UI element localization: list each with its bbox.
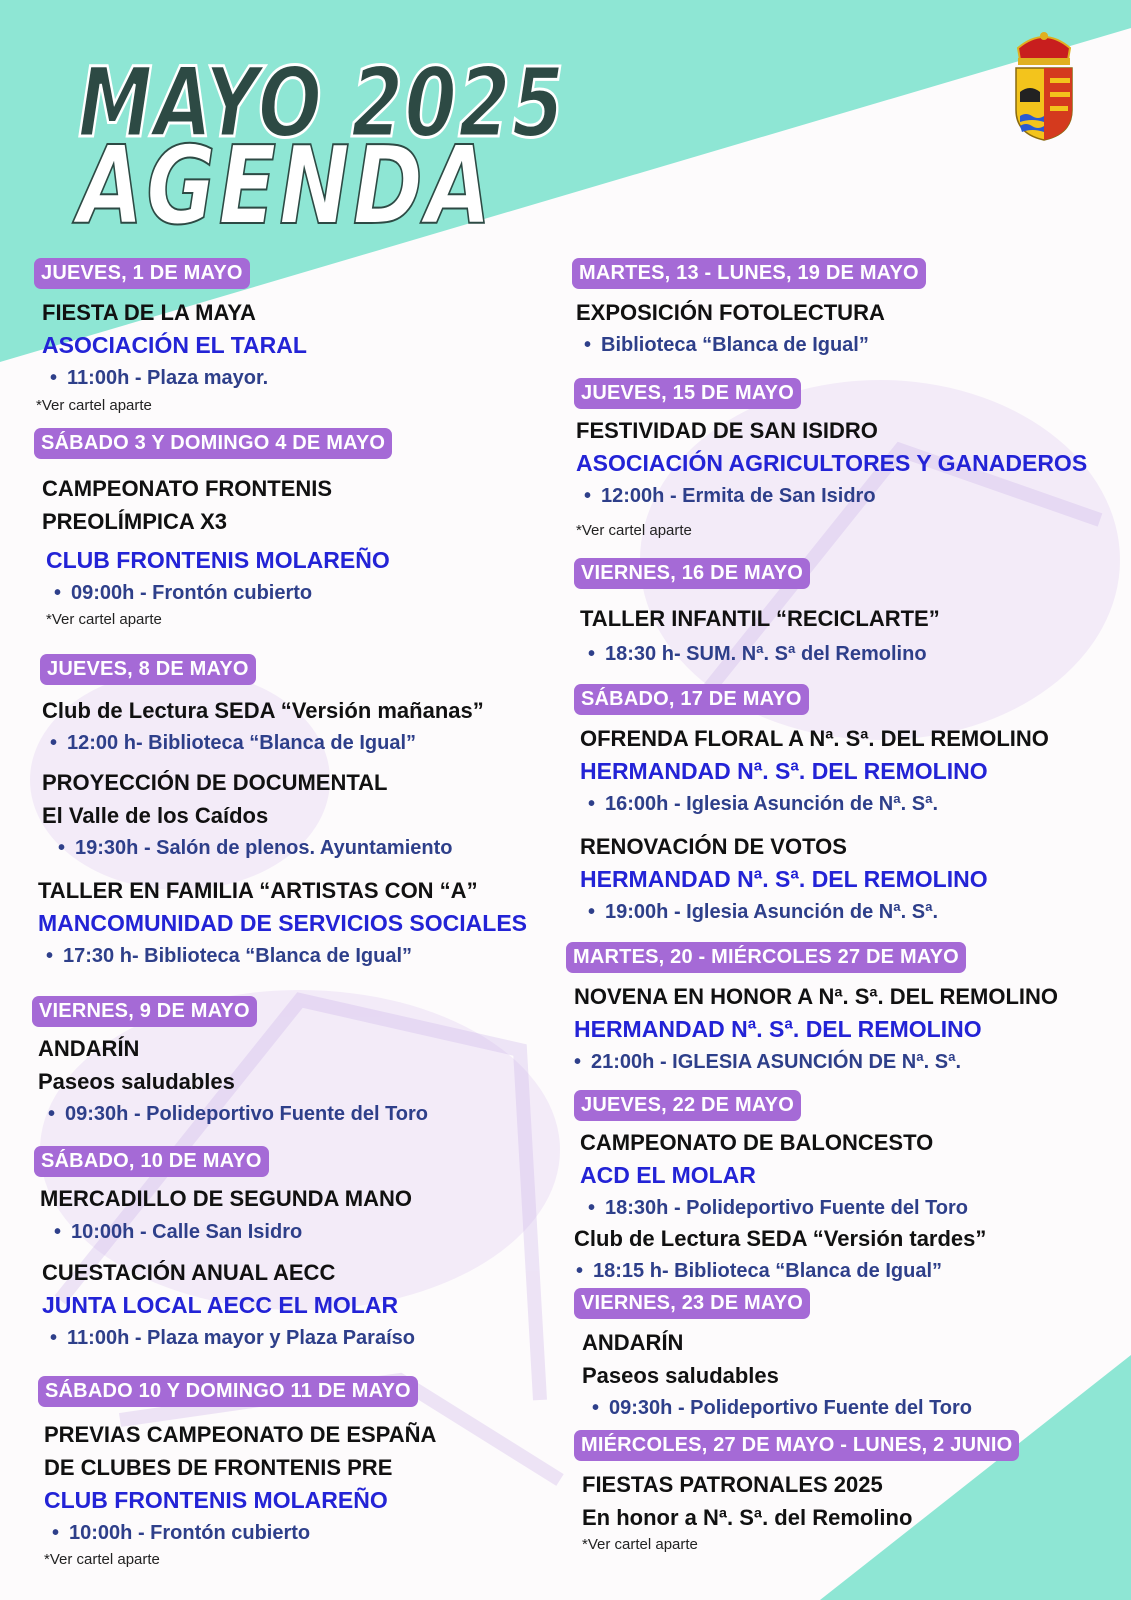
event-title: DE CLUBES DE FRONTENIS PRE xyxy=(44,1455,393,1480)
event-note: *Ver cartel aparte xyxy=(36,397,152,414)
event-title: PREVIAS CAMPEONATO DE ESPAÑA xyxy=(44,1422,437,1447)
event-title: CUESTACIÓN ANUAL AECC xyxy=(42,1260,336,1285)
event-detail: • 18:30h - Polideportivo Fuente del Toro xyxy=(580,1192,968,1224)
date-badge: SÁBADO, 17 DE MAYO xyxy=(574,684,809,715)
event-title: CAMPEONATO FRONTENIS xyxy=(42,476,333,501)
event-organizer: MANCOMUNIDAD DE SERVICIOS SOCIALES xyxy=(38,910,528,936)
date-badge: VIERNES, 9 DE MAYO xyxy=(32,996,257,1027)
event-title: Club de Lectura SEDA “Versión tardes” xyxy=(574,1226,987,1251)
date-badge: MARTES, 13 - LUNES, 19 DE MAYO xyxy=(572,258,926,289)
event-detail: • 12:00h - Ermita de San Isidro xyxy=(576,480,1087,512)
event-title: TALLER INFANTIL “RECICLARTE” xyxy=(580,606,940,631)
date-badge: VIERNES, 16 DE MAYO xyxy=(574,558,810,589)
event-title: ANDARÍN xyxy=(38,1036,140,1061)
event-title: PROYECCIÓN DE DOCUMENTAL xyxy=(42,770,388,795)
event-organizer: CLUB FRONTENIS MOLAREÑO xyxy=(46,547,390,573)
date-badge: SÁBADO 3 Y DOMINGO 4 DE MAYO xyxy=(34,428,392,459)
event-title: RENOVACIÓN DE VOTOS xyxy=(580,834,847,859)
event-organizer: JUNTA LOCAL AECC EL MOLAR xyxy=(42,1292,399,1318)
event-title: Club de Lectura SEDA “Versión mañanas” xyxy=(42,698,484,723)
event-detail: • 16:00h - Iglesia Asunción de Nª. Sª. xyxy=(580,788,1049,820)
event-title: EXPOSICIÓN FOTOLECTURA xyxy=(576,300,885,325)
event-title: Paseos saludables xyxy=(582,1363,779,1388)
event-detail: • 12:00 h- Biblioteca “Blanca de Igual” xyxy=(42,727,484,759)
event-title: FESTIVIDAD DE SAN ISIDRO xyxy=(576,418,878,443)
event-title: CAMPEONATO DE BALONCESTO xyxy=(580,1130,934,1155)
event-detail: • 17:30 h- Biblioteca “Blanca de Igual” xyxy=(38,940,527,972)
event-title: NOVENA EN HONOR A Nª. Sª. DEL REMOLINO xyxy=(574,984,1059,1009)
event-detail: • 11:00h - Plaza mayor y Plaza Paraíso xyxy=(42,1322,415,1354)
coat-of-arms-icon xyxy=(1010,30,1078,142)
date-badge: MIÉRCOLES, 27 DE MAYO - LUNES, 2 JUNIO xyxy=(574,1430,1019,1461)
event-organizer: CLUB FRONTENIS MOLAREÑO xyxy=(44,1487,388,1513)
event-note: *Ver cartel aparte xyxy=(44,1551,160,1568)
title-month-year: MAYO 2025 xyxy=(78,47,566,159)
event-title: MERCADILLO DE SEGUNDA MANO xyxy=(40,1186,412,1211)
event-title: TALLER EN FAMILIA “ARTISTAS CON “A” xyxy=(38,878,478,903)
event-detail: • 19:00h - Iglesia Asunción de Nª. Sª. xyxy=(580,896,988,928)
event-detail: • 19:30h - Salón de plenos. Ayuntamiento xyxy=(50,832,453,864)
event-title: FIESTA DE LA MAYA xyxy=(42,300,256,325)
page-title xyxy=(78,47,703,249)
event-title: FIESTAS PATRONALES 2025 xyxy=(582,1472,883,1497)
event-organizer: ASOCIACIÓN EL TARAL xyxy=(42,332,307,358)
event-organizer: HERMANDAD Nª. Sª. DEL REMOLINO xyxy=(580,758,988,784)
event-detail: • 18:15 h- Biblioteca “Blanca de Igual” xyxy=(574,1255,986,1287)
date-badge: SÁBADO 10 Y DOMINGO 11 DE MAYO xyxy=(38,1376,418,1407)
event-title: Paseos saludables xyxy=(38,1069,235,1094)
event-detail: • 21:00h - IGLESIA ASUNCIÓN DE Nª. Sª. xyxy=(574,1046,1058,1078)
date-badge: JUEVES, 22 DE MAYO xyxy=(574,1090,801,1121)
event-title: OFRENDA FLORAL A Nª. Sª. DEL REMOLINO xyxy=(580,726,1049,751)
event-detail: • 09:00h - Frontón cubierto xyxy=(46,577,390,609)
event-organizer: ACD EL MOLAR xyxy=(580,1162,756,1188)
date-badge: MARTES, 20 - MIÉRCOLES 27 DE MAYO xyxy=(566,942,966,973)
event-detail: • 11:00h - Plaza mayor. xyxy=(42,362,307,394)
date-badge: SÁBADO, 10 DE MAYO xyxy=(34,1146,269,1177)
event-title: El Valle de los Caídos xyxy=(42,803,269,828)
event-organizer: ASOCIACIÓN AGRICULTORES Y GANADEROS xyxy=(576,450,1088,476)
event-organizer: HERMANDAD Nª. Sª. DEL REMOLINO xyxy=(574,1016,982,1042)
title-agenda: AGENDA xyxy=(78,124,495,249)
event-title: ANDARÍN xyxy=(582,1330,684,1355)
event-detail: • 09:30h - Polideportivo Fuente del Toro xyxy=(582,1392,972,1424)
event-organizer: HERMANDAD Nª. Sª. DEL REMOLINO xyxy=(580,866,988,892)
event-detail: • 10:00h - Frontón cubierto xyxy=(44,1517,436,1549)
event-note: *Ver cartel aparte xyxy=(46,611,162,628)
event-note: *Ver cartel aparte xyxy=(582,1536,698,1553)
event-detail: • 09:30h - Polideportivo Fuente del Toro xyxy=(38,1098,428,1130)
date-badge: JUEVES, 1 DE MAYO xyxy=(34,258,250,289)
event-note: *Ver cartel aparte xyxy=(576,522,692,539)
date-badge: JUEVES, 15 DE MAYO xyxy=(574,378,801,409)
date-badge: JUEVES, 8 DE MAYO xyxy=(40,654,256,685)
event-title: PREOLÍMPICA X3 xyxy=(42,509,227,534)
event-detail: • Biblioteca “Blanca de Igual” xyxy=(576,329,885,361)
date-badge: VIERNES, 23 DE MAYO xyxy=(574,1288,810,1319)
event-detail: • 10:00h - Calle San Isidro xyxy=(46,1216,302,1248)
event-title: En honor a Nª. Sª. del Remolino xyxy=(582,1505,913,1530)
event-detail: • 18:30 h- SUM. Nª. Sª del Remolino xyxy=(580,638,927,670)
